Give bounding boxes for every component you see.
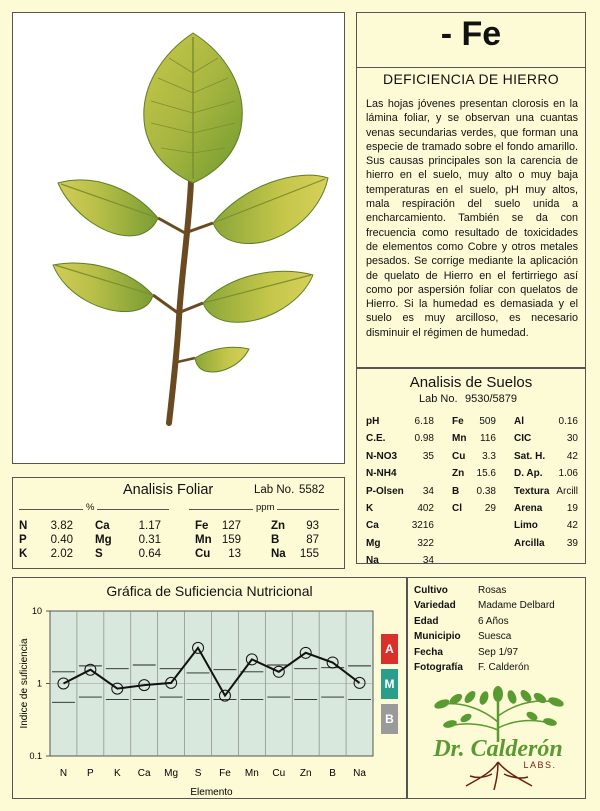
soil-param-value: 322 (417, 537, 434, 549)
foliar-element-value: 2.02 (50, 548, 73, 560)
soil-param-label: Arcilla (514, 537, 545, 549)
soil-analysis-panel (356, 368, 586, 567)
x-tick-label-K: K (113, 768, 121, 779)
foliar-element-value: 13 (228, 548, 241, 560)
soil-param-label: N-NO3 (366, 450, 398, 462)
x-tick-label-P: P (87, 768, 94, 779)
logo-sub: LABS. (523, 760, 557, 770)
soil-lab-value: 9530/5879 (465, 393, 517, 405)
foliar-element-value: 87 (306, 534, 319, 546)
soil-param-value: 39 (566, 537, 578, 549)
title-panel (356, 12, 586, 368)
x-tick-label-Mn: Mn (244, 768, 259, 779)
sample-info-panel (407, 577, 586, 799)
soil-param-label: Fe (452, 416, 464, 427)
info-field-value: 6 Años (478, 615, 509, 627)
foliar-element-label: Fe (195, 520, 209, 532)
foliar-element-label: P (19, 534, 27, 546)
info-field-label: Fotografía (414, 662, 463, 673)
foliar-element-value: 3.82 (50, 520, 73, 532)
soil-lab-label: Lab No. (419, 393, 458, 405)
soil-param-value: 30 (566, 433, 578, 445)
leaflet-right-upper (213, 175, 328, 243)
soil-param-label: D. Ap. (514, 468, 543, 480)
title-divider (357, 67, 585, 68)
soil-param-value: 116 (480, 433, 496, 445)
soil-param-value: 0.16 (558, 416, 578, 427)
foliar-element-label: B (271, 534, 280, 546)
sufficiency-chart (13, 578, 406, 798)
x-tick-label-Mg: Mg (164, 768, 179, 779)
deficiency-description: Las hojas jóvenes presentan clorosis en la lámina foliar, y se observan una cuantas venas secundarias verdes, que forman una especie de tramado sobre el fondo amarillo. Sus causas principales son la carencia de hierro en el suelo, muy alto o muy baja temperaturas en el suelo, pH muy altos, mala respiración del suelo unida a encharcamiento. También se da con frecuencia como resultado de toxicidades de elementos como Cobre y otros metales pesados. Se corrige mediante la aplicación de quelato de Hierro en el fertirriego así como por aspersión foliar con quelatos de Hierro. Si la humedad es demasiada y el suelo es muy arcilloso, es necesario disminuir el régimen de humedad. (366, 98, 578, 339)
soil-param-label: Sat. H. (514, 450, 546, 462)
info-field-label: Edad (414, 615, 439, 627)
foliar-analysis-title: Analisis Foliar (123, 482, 214, 498)
element-symbol: - Fe (440, 15, 502, 53)
foliar-element-value: 159 (221, 534, 241, 546)
soil-param-value: 509 (479, 416, 496, 427)
soil-param-label: P-Olsen (366, 485, 404, 497)
foliar-analysis-panel (12, 477, 345, 569)
leaf-photo (13, 13, 344, 463)
x-tick-label-S: S (194, 768, 202, 779)
soil-param-label: Ca (366, 520, 379, 532)
info-field-value: F. Calderón (478, 662, 530, 673)
chart-title: Gráfica de Suficiencia Nutricional (106, 583, 313, 599)
soil-param-value: 15.6 (476, 468, 496, 480)
foliar-element-value: 93 (306, 520, 319, 532)
x-tick-label-Zn: Zn (299, 768, 312, 779)
soil-param-value: 3216 (411, 520, 434, 532)
class-a-indicator: A (381, 634, 398, 664)
leaflet-left-middle (53, 263, 153, 311)
foliar-element-label: N (19, 520, 28, 532)
soil-param-value: 0.38 (476, 485, 496, 497)
foliar-element-label: Mg (95, 534, 112, 546)
deficiency-title: DEFICIENCIA DE HIERRO (383, 71, 559, 87)
y-axis-label: Indice de suficiencia (19, 638, 30, 729)
soil-param-label: B (452, 485, 460, 497)
foliar-element-value: 127 (221, 520, 241, 532)
sufficiency-chart-panel (12, 577, 407, 799)
unit-ppm: ppm (253, 502, 277, 513)
y-tick-label: 10 (31, 606, 42, 616)
leaf-photo-panel (12, 12, 345, 464)
class-b-indicator: B (381, 704, 398, 734)
x-tick-label-Na: Na (353, 768, 366, 779)
x-axis-label: Elemento (190, 787, 233, 798)
soil-param-value: 34 (422, 555, 434, 567)
unit-percent: % (83, 502, 97, 513)
x-tick-label-B: B (329, 768, 336, 779)
x-tick-label-N: N (59, 768, 68, 779)
soil-param-label: N-NH4 (366, 468, 397, 480)
soil-param-label: Textura (514, 485, 550, 497)
soil-param-label: C.E. (366, 433, 386, 445)
info-field-label: Variedad (414, 600, 456, 612)
soil-param-value: 34 (422, 485, 434, 497)
soil-param-label: Na (366, 555, 379, 567)
soil-param-label: Al (514, 416, 524, 427)
info-field-value: Sep 1/97 (478, 646, 519, 658)
info-field-value: Suesca (478, 631, 512, 643)
info-field-label: Fecha (414, 646, 443, 658)
foliar-element-label: S (95, 548, 103, 560)
foliar-element-label: Mn (195, 534, 212, 546)
info-field-label: Municipio (414, 631, 461, 643)
info-field-value: Madame Delbard (478, 600, 555, 612)
info-field-value: Rosas (478, 585, 507, 596)
y-tick-label: 0.1 (29, 751, 42, 761)
dr-calderon-logo (414, 682, 582, 792)
foliar-element-label: Cu (195, 548, 211, 560)
logo-name: Dr. Calderón (433, 736, 563, 762)
soil-param-label: Cl (452, 503, 462, 514)
foliar-lab-label: Lab No. (254, 484, 295, 496)
foliar-element-value: 0.31 (138, 534, 161, 546)
soil-param-label: Limo (514, 520, 538, 532)
soil-analysis-title: Analisis de Suelos (409, 374, 533, 391)
y-tick-label: 1 (36, 678, 42, 689)
soil-param-label: Cu (452, 450, 466, 462)
soil-param-label: Arena (514, 503, 543, 514)
soil-param-label: Mg (366, 537, 381, 549)
soil-param-value: 19 (566, 503, 578, 514)
foliar-lab-value: 5582 (299, 484, 325, 496)
leaf-stem (169, 181, 191, 423)
soil-param-label: Mn (452, 433, 467, 445)
foliar-element-label: Ca (95, 520, 110, 532)
soil-param-label: K (366, 503, 374, 514)
x-tick-label-Fe: Fe (219, 768, 231, 779)
foliar-element-value: 1.17 (138, 520, 161, 532)
soil-param-label: pH (366, 416, 380, 427)
x-tick-label-Ca: Ca (137, 768, 151, 779)
foliar-element-value: 155 (299, 548, 319, 560)
soil-param-value: Arcill (556, 485, 578, 497)
x-tick-label-Cu: Cu (272, 768, 286, 779)
soil-param-value: 42 (566, 520, 578, 532)
soil-param-value: 6.18 (414, 416, 434, 427)
soil-param-value: 1.06 (558, 468, 578, 480)
foliar-element-value: 0.40 (50, 534, 73, 546)
soil-param-label: CIC (514, 433, 532, 445)
soil-param-value: 3.3 (482, 450, 496, 462)
soil-param-label: Zn (452, 468, 465, 480)
foliar-element-label: K (19, 548, 28, 560)
foliar-element-value: 0.64 (138, 548, 161, 560)
foliar-element-label: Na (271, 548, 286, 560)
foliar-element-label: Zn (271, 520, 286, 532)
info-field-label: Cultivo (414, 585, 448, 596)
soil-param-value: 402 (417, 503, 434, 514)
leaflet-right-lower (195, 347, 249, 372)
soil-param-value: 35 (422, 450, 434, 462)
soil-param-value: 29 (484, 503, 496, 514)
soil-param-value: 42 (566, 450, 578, 462)
soil-param-value: 0.98 (414, 433, 434, 445)
class-m-indicator: M (381, 669, 398, 699)
